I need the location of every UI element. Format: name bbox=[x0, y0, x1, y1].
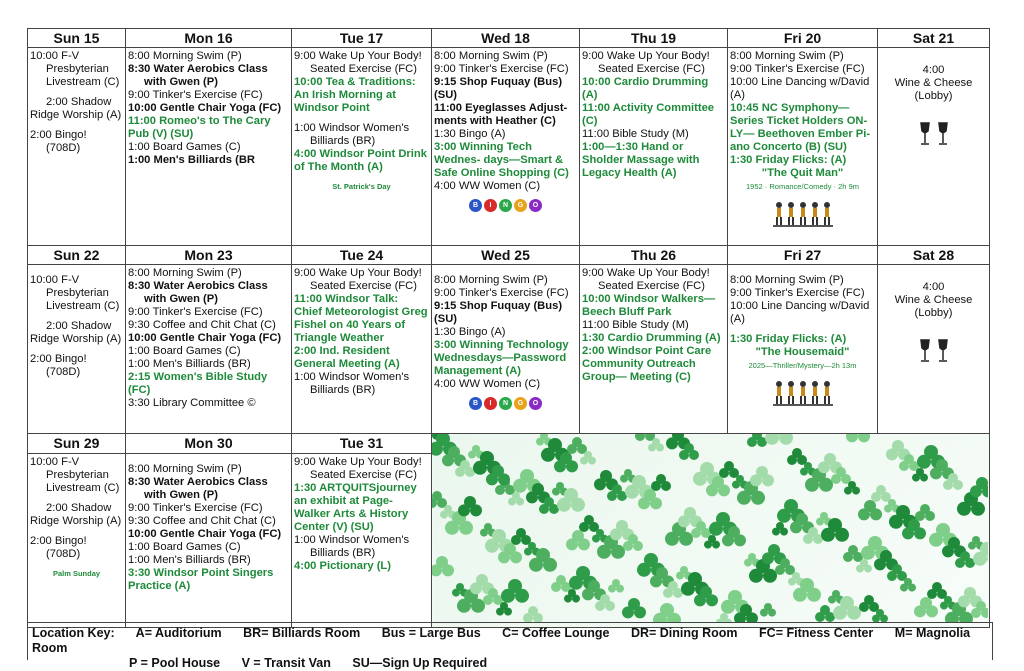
event-line: 1:00 Board Games (C) bbox=[128, 141, 241, 153]
day-cell bbox=[580, 48, 728, 246]
spacer bbox=[30, 346, 123, 353]
event-line: 8:00 Morning Swim (P) bbox=[128, 267, 242, 279]
key-item: BR= Billiards Room bbox=[243, 626, 361, 640]
wine-glasses-icon bbox=[880, 119, 987, 150]
event-line: 9:00 Tinker's Exercise (FC) bbox=[730, 287, 865, 299]
event-line: 11:00 Bible Study (M) bbox=[582, 128, 689, 140]
event-line: 10:00 Gentle Chair Yoga (FC) bbox=[128, 332, 282, 344]
event-line: 10:00 Line Dancing w/David (A) bbox=[730, 76, 870, 101]
event-line: (708D) bbox=[46, 366, 81, 378]
bingo-ball: B bbox=[469, 199, 482, 212]
event-line: Presbyterian bbox=[46, 468, 109, 481]
day-header: Sun 15 bbox=[28, 29, 126, 48]
key-item: Bus = Large Bus bbox=[381, 626, 481, 640]
event-line: Ridge Worship (A) bbox=[30, 514, 122, 527]
event-line: 10:00 Cardio Drumming (A) bbox=[582, 76, 709, 101]
event-line: 10:00 F-V bbox=[30, 274, 80, 286]
event-line: (708D) bbox=[46, 142, 81, 154]
day-events bbox=[292, 454, 431, 573]
day-note: St. Patrick's Day bbox=[332, 182, 391, 191]
spacer bbox=[30, 267, 123, 274]
event-line: 10:00 F-V bbox=[30, 50, 80, 62]
event-line: 9:15 Shop Fuquay (Bus) (SU) bbox=[434, 300, 563, 325]
spacer bbox=[30, 122, 123, 129]
event-line: 8:00 Morning Swim (P) bbox=[730, 50, 844, 62]
week-header-row bbox=[28, 29, 990, 48]
event-line: 8:00 Morning Swim (P) bbox=[434, 274, 548, 286]
event-line: Livestream (C) bbox=[46, 300, 120, 312]
movie-details: 1952 · Romance/Comedy · 2h 9m bbox=[746, 182, 859, 191]
day-cell bbox=[292, 265, 432, 434]
event-line: Seated Exercise (FC) bbox=[310, 468, 417, 481]
event-line: Ridge Worship (A) bbox=[30, 333, 122, 345]
day-events bbox=[728, 265, 877, 406]
location-key-line-1 bbox=[32, 626, 988, 656]
event-line: 1:30 Cardio Drumming (A) bbox=[582, 332, 721, 344]
day-events bbox=[580, 265, 727, 384]
event-line: Seated Exercise (FC) bbox=[598, 280, 705, 292]
event-line: Livestream (C) bbox=[46, 76, 120, 88]
event-line: Billiards (BR) bbox=[310, 135, 376, 147]
event-line: Ridge Worship (A) bbox=[30, 109, 122, 121]
event-line: Seated Exercise (FC) bbox=[598, 63, 705, 75]
bingo-ball: I bbox=[484, 199, 497, 212]
event-line: 10:00 Windsor Walkers— Beech Bluff Park bbox=[582, 293, 716, 318]
event-line: Seated Exercise (FC) bbox=[310, 63, 417, 75]
day-header: Tue 24 bbox=[292, 246, 432, 265]
event-line: 2:15 Women's Bible Study (FC) bbox=[128, 371, 268, 396]
day-header: Tue 17 bbox=[292, 29, 432, 48]
event-line: 1:30 Friday Flicks: (A) bbox=[730, 333, 847, 345]
bingo-ball: G bbox=[514, 397, 527, 410]
event-line: 4:00 Windsor Point Drink of The Month (A) bbox=[294, 148, 427, 173]
event-line: Livestream (C) bbox=[46, 481, 120, 494]
day-header: Sun 22 bbox=[28, 246, 126, 265]
day-header: Thu 19 bbox=[580, 29, 728, 48]
event-line: 11:00 Windsor Talk: Chief Meteorologist Greg Fishel on 40 Years of Triangle Weather bbox=[294, 293, 428, 344]
day-header: Mon 16 bbox=[126, 29, 292, 48]
event-line: 2:00 Shadow bbox=[46, 96, 112, 108]
day-header: Wed 25 bbox=[432, 246, 580, 265]
event-line: 10:00 Tea & Traditions: An Irish Morning at Windsor Point bbox=[294, 76, 416, 114]
spacer bbox=[730, 267, 875, 274]
day-header: Mon 30 bbox=[126, 434, 292, 454]
event-line: Seated Exercise (FC) bbox=[310, 280, 417, 292]
week-header-row bbox=[28, 434, 990, 454]
event-line: Wine & Cheese bbox=[894, 294, 973, 306]
event-line: 1:00 Windsor Women's bbox=[294, 122, 410, 134]
spacer bbox=[880, 274, 987, 281]
event-line: 1:00 Windsor Women's bbox=[294, 533, 410, 546]
event-line: 8:30 Water Aerobics Class bbox=[128, 280, 268, 292]
event-line: 2:00 Shadow bbox=[46, 320, 112, 332]
spacer bbox=[30, 528, 123, 535]
event-line: Billiards (BR) bbox=[310, 384, 376, 396]
day-cell bbox=[28, 453, 126, 627]
day-events bbox=[432, 48, 579, 212]
day-header: Fri 27 bbox=[728, 246, 878, 265]
day-header: Thu 26 bbox=[580, 246, 728, 265]
day-header: Fri 20 bbox=[728, 29, 878, 48]
line-dancers-icon bbox=[730, 201, 875, 227]
day-cell bbox=[878, 265, 990, 434]
day-events bbox=[126, 265, 291, 410]
bingo-ball: I bbox=[484, 397, 497, 410]
event-line: 9:00 Wake Up Your Body! bbox=[294, 267, 422, 279]
event-line: 9:00 Wake Up Your Body! bbox=[294, 455, 422, 468]
day-events bbox=[28, 265, 125, 379]
day-cell bbox=[728, 265, 878, 434]
event-line: 4:00 WW Women (C) bbox=[434, 180, 541, 192]
day-events bbox=[126, 48, 291, 167]
key-item: SU—Sign Up Required bbox=[352, 656, 488, 670]
event-line: 4:00 bbox=[922, 64, 945, 76]
event-line: 9:00 Wake Up Your Body! bbox=[582, 267, 710, 279]
day-cell bbox=[580, 265, 728, 434]
event-line: 2:00 Ind. Resident General Meeting (A) bbox=[294, 345, 400, 370]
day-events bbox=[28, 454, 125, 580]
event-line: 1:30 Friday Flicks: (A) bbox=[730, 154, 847, 166]
key-item: P = Pool House bbox=[129, 656, 221, 670]
week-header-row bbox=[28, 246, 990, 265]
spacer bbox=[30, 495, 123, 502]
day-events bbox=[432, 265, 579, 410]
location-key-line-2 bbox=[32, 656, 988, 671]
event-line: 10:00 Gentle Chair Yoga (FC) bbox=[128, 527, 282, 540]
day-events bbox=[580, 48, 727, 180]
bingo-balls-icon bbox=[434, 199, 577, 212]
day-events bbox=[28, 48, 125, 155]
bingo-ball: G bbox=[514, 199, 527, 212]
key-item: A= Auditorium bbox=[135, 626, 222, 640]
day-cell bbox=[28, 265, 126, 434]
event-line: 9:00 Wake Up Your Body! bbox=[582, 50, 710, 62]
day-events bbox=[126, 454, 291, 593]
event-line: 2:00 Bingo! bbox=[30, 353, 87, 365]
spacer bbox=[434, 267, 577, 274]
event-line: 2:00 Windsor Point Care Community Outreach Group— Meeting (C) bbox=[582, 345, 712, 383]
day-events bbox=[878, 48, 989, 150]
day-cell bbox=[432, 265, 580, 434]
day-cell bbox=[126, 48, 292, 246]
event-line: Wine & Cheese bbox=[894, 77, 973, 89]
event-line: 1:00 Men's Billiards (BR) bbox=[128, 553, 251, 566]
event-line: (Lobby) bbox=[914, 307, 953, 319]
event-line: 10:00 Line Dancing w/David (A) bbox=[730, 300, 870, 325]
event-line: with Gwen (P) bbox=[144, 76, 218, 88]
day-header: Sun 29 bbox=[28, 434, 126, 454]
event-line: 11:00 Bible Study (M) bbox=[582, 319, 689, 331]
event-line: 2:00 Bingo! bbox=[30, 534, 87, 547]
event-line: Billiards (BR) bbox=[310, 546, 376, 559]
week-row bbox=[28, 265, 990, 434]
event-line: 9:00 Tinker's Exercise (FC) bbox=[128, 501, 263, 514]
spacer bbox=[880, 50, 987, 57]
event-line: 9:00 Wake Up Your Body! bbox=[294, 50, 422, 62]
day-cell bbox=[126, 453, 292, 627]
event-line: 4:00 bbox=[922, 281, 945, 293]
event-line: 1:00 Board Games (C) bbox=[128, 540, 241, 553]
event-line: "The Quit Man" bbox=[761, 167, 844, 179]
event-line: 3:00 Winning Tech Wednes- days—Smart & Safe Online Shopping (C) bbox=[434, 141, 569, 179]
bingo-ball: B bbox=[469, 397, 482, 410]
event-line: (708D) bbox=[46, 547, 81, 560]
bingo-ball: O bbox=[529, 199, 542, 212]
event-line: 9:30 Coffee and Chit Chat (C) bbox=[128, 514, 276, 527]
day-events bbox=[292, 48, 431, 193]
day-header: Tue 31 bbox=[292, 434, 432, 454]
bingo-ball: N bbox=[499, 397, 512, 410]
event-line: 9:15 Shop Fuquay (Bus) (SU) bbox=[434, 76, 563, 101]
location-key-title: Location Key: bbox=[32, 626, 115, 640]
key-item: FC= Fitness Center bbox=[759, 626, 874, 640]
event-line: 4:00 Pictionary (L) bbox=[294, 559, 391, 572]
day-cell bbox=[292, 453, 432, 627]
spacer bbox=[30, 313, 123, 320]
event-line: 3:30 Library Committee © bbox=[128, 397, 256, 409]
key-item: V = Transit Van bbox=[241, 656, 331, 670]
event-line: 10:45 NC Symphony— Series Ticket Holders ON- LY— Beethoven Ember Pi- ano Concerto (B) (SU) bbox=[730, 102, 871, 153]
event-line: 1:00 Men's Billiards (BR bbox=[128, 154, 256, 166]
week-row bbox=[28, 48, 990, 246]
event-line: (Lobby) bbox=[914, 90, 953, 102]
event-line: 1:00 Windsor Women's bbox=[294, 371, 410, 383]
event-line: 1:30 ARTQUITSjourney an exhibit at Page-Walker Arts & History Center (V) (SU) bbox=[294, 481, 417, 533]
event-line: 8:30 Water Aerobics Class bbox=[128, 475, 268, 488]
day-cell bbox=[126, 265, 292, 434]
day-cell bbox=[878, 48, 990, 246]
day-events bbox=[728, 48, 877, 227]
day-cell bbox=[432, 48, 580, 246]
event-line: Presbyterian bbox=[46, 287, 109, 299]
spacer bbox=[730, 326, 875, 333]
event-line: 8:00 Morning Swim (P) bbox=[128, 462, 242, 475]
event-line: with Gwen (P) bbox=[144, 488, 218, 501]
event-line: 8:30 Water Aerobics Class bbox=[128, 63, 268, 75]
event-line: 11:00 Romeo's to The Cary Pub (V) (SU) bbox=[128, 115, 271, 140]
event-line: with Gwen (P) bbox=[144, 293, 218, 305]
event-line: 9:00 Tinker's Exercise (FC) bbox=[128, 306, 263, 318]
event-line: 10:00 F-V bbox=[30, 455, 80, 468]
calendar-grid bbox=[27, 28, 990, 628]
event-line: 3:00 Winning Technology Wednesdays—Password Management (A) bbox=[434, 339, 569, 377]
event-line: 8:00 Morning Swim (P) bbox=[730, 274, 844, 286]
event-line: 9:00 Tinker's Exercise (FC) bbox=[730, 63, 865, 75]
day-header: Wed 18 bbox=[432, 29, 580, 48]
event-line: 11:00 Activity Committee (C) bbox=[582, 102, 715, 127]
event-line: 9:30 Coffee and Chit Chat (C) bbox=[128, 319, 276, 331]
event-line: 11:00 Eyeglasses Adjust- ments with Heather (C) bbox=[434, 102, 568, 127]
bingo-balls-icon bbox=[434, 397, 577, 410]
event-line: 1:00 Board Games (C) bbox=[128, 345, 241, 357]
event-line: 2:00 Bingo! bbox=[30, 129, 87, 141]
spacer bbox=[880, 57, 987, 64]
event-line: 3:30 Windsor Point Singers Practice (A) bbox=[128, 566, 274, 592]
event-line: 9:00 Tinker's Exercise (FC) bbox=[128, 89, 263, 101]
event-line: 1:00—1:30 Hand or Sholder Massage with Legacy Health (A) bbox=[582, 141, 700, 179]
day-cell bbox=[292, 48, 432, 246]
event-line: 1:30 Bingo (A) bbox=[434, 128, 506, 140]
wine-glasses-icon bbox=[880, 336, 987, 367]
event-line: "The Housemaid" bbox=[755, 346, 850, 358]
day-cell bbox=[28, 48, 126, 246]
event-line: 10:00 Gentle Chair Yoga (FC) bbox=[128, 102, 282, 114]
location-key bbox=[27, 622, 993, 670]
day-header: Mon 23 bbox=[126, 246, 292, 265]
shamrock-pattern bbox=[432, 434, 990, 628]
day-cell bbox=[728, 48, 878, 246]
bingo-ball: O bbox=[529, 397, 542, 410]
movie-details: 2025—Thriller/Mystery—2h 13m bbox=[748, 361, 857, 370]
event-line: 2:00 Shadow bbox=[46, 501, 112, 514]
day-events bbox=[878, 265, 989, 367]
event-line: 4:00 WW Women (C) bbox=[434, 378, 541, 390]
key-item: M= Magnolia Room bbox=[32, 626, 971, 655]
event-line: Presbyterian bbox=[46, 63, 109, 75]
bingo-ball: N bbox=[499, 199, 512, 212]
day-events bbox=[292, 265, 431, 397]
line-dancers-icon bbox=[730, 380, 875, 406]
event-line: 1:00 Men's Billiards (BR) bbox=[128, 358, 251, 370]
event-line: 1:30 Bingo (A) bbox=[434, 326, 506, 338]
event-line: 8:00 Morning Swim (P) bbox=[434, 50, 548, 62]
event-line: 9:00 Tinker's Exercise (FC) bbox=[434, 63, 569, 75]
event-line: 9:00 Tinker's Exercise (FC) bbox=[434, 287, 569, 299]
spacer bbox=[880, 267, 987, 274]
key-item: C= Coffee Lounge bbox=[502, 626, 610, 640]
spacer bbox=[128, 456, 289, 463]
day-note: Palm Sunday bbox=[52, 568, 101, 578]
spacer bbox=[294, 115, 429, 122]
day-header: Sat 21 bbox=[878, 29, 990, 48]
key-item: DR= Dining Room bbox=[630, 626, 738, 640]
day-header: Sat 28 bbox=[878, 246, 990, 265]
event-line: 8:00 Morning Swim (P) bbox=[128, 50, 242, 62]
spacer bbox=[30, 89, 123, 96]
